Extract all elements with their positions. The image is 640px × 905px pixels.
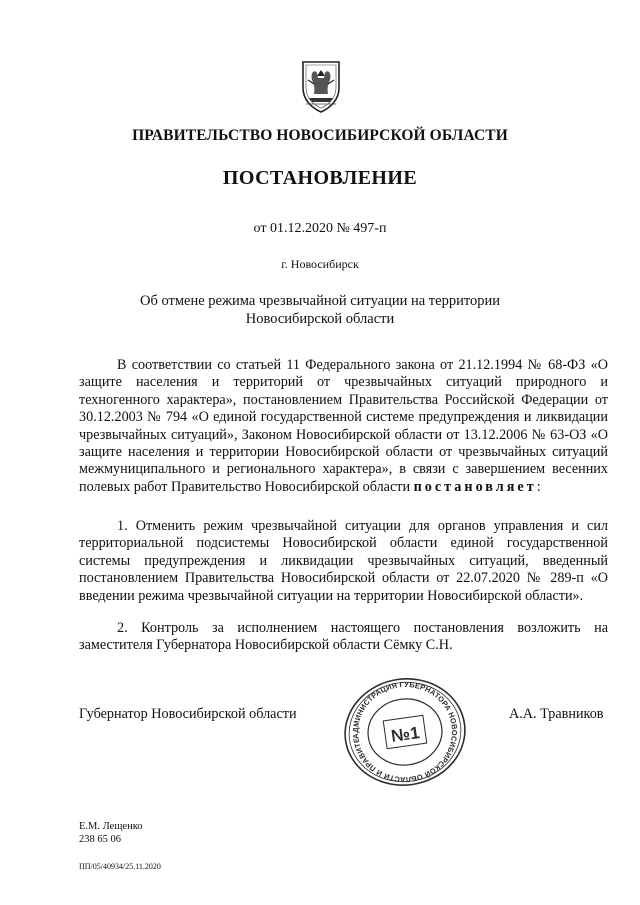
- executor-name: Е.М. Лещенко: [79, 821, 143, 832]
- signer-name: А.А. Травников: [509, 706, 604, 722]
- paragraph-preamble: [79, 357, 608, 496]
- seal-ring-text: АДМИНИСТРАЦИЯ ГУБЕРНАТОРА НОВОСИБИРСКОЙ ОБЛАСТИ И ПРАВИТЕЛЬСТВА: [350, 679, 460, 785]
- city: г. Новосибирск: [281, 257, 359, 271]
- executor-phone: 238 65 06: [79, 834, 121, 845]
- coat-of-arms-icon: [300, 58, 342, 114]
- official-seal-stamp: [340, 676, 470, 788]
- paragraph-item-2: 2. Контроль за исполнением настоящего постановления возложить на заместителя Губернатора Новосибирской области Сёмку С.Н.: [79, 620, 608, 654]
- document-type: ПОСТАНОВЛЕНИЕ: [222, 167, 418, 189]
- paragraph-item-1: 1. Отменить режим чрезвычайной ситуации для органов управления и сил территориальной подсистемы Новосибирской области единой государственной системы предупреждения и ликвидации чрезвычайных ситуаций, введенный постановлением Правительства Новосибирской области от 22.07.2020 № 289-п «О введении режима чрезвычайной ситуации на территории Новосибирской области».: [79, 518, 608, 604]
- signer-position: Губернатор Новосибирской области: [79, 706, 297, 722]
- date-number: от 01.12.2020 № 497-п: [253, 221, 387, 236]
- resolves-keyword: постановляет: [413, 478, 537, 495]
- title-line-1: Об отмене режима чрезвычайной ситуации на территории: [139, 293, 500, 309]
- document-code: ПП/05/40934/25.11.2020: [79, 862, 161, 871]
- preamble-colon: :: [536, 478, 541, 495]
- preamble-text: В соответствии со статьей 11 Федерального закона от 21.12.1994 № 68-ФЗ «О защите населения и территорий от чрезвычайных ситуаций природного и техногенного характера», постановлением Правительства Российской Федерации от 30.12.2003 № 794 «О единой государственной системе предупреждения и ликвидации чрезвычайных ситуаций», Законом Новосибирской области от 13.12.2006 № 63-ОЗ «О защите населения и территории Новосибирской области от чрезвычайных ситуаций межмуниципального и регионального характера», в связи с завершением весенних полевых работ Правительство Новосибирской области: [79, 357, 608, 495]
- document-title: [0, 292, 640, 328]
- seal-number: №1: [389, 723, 421, 746]
- organization-name: ПРАВИТЕЛЬСТВО НОВОСИБИРСКОЙ ОБЛАСТИ: [132, 127, 508, 144]
- title-line-2: Новосибирской области: [245, 311, 395, 327]
- executor-block: [79, 820, 143, 846]
